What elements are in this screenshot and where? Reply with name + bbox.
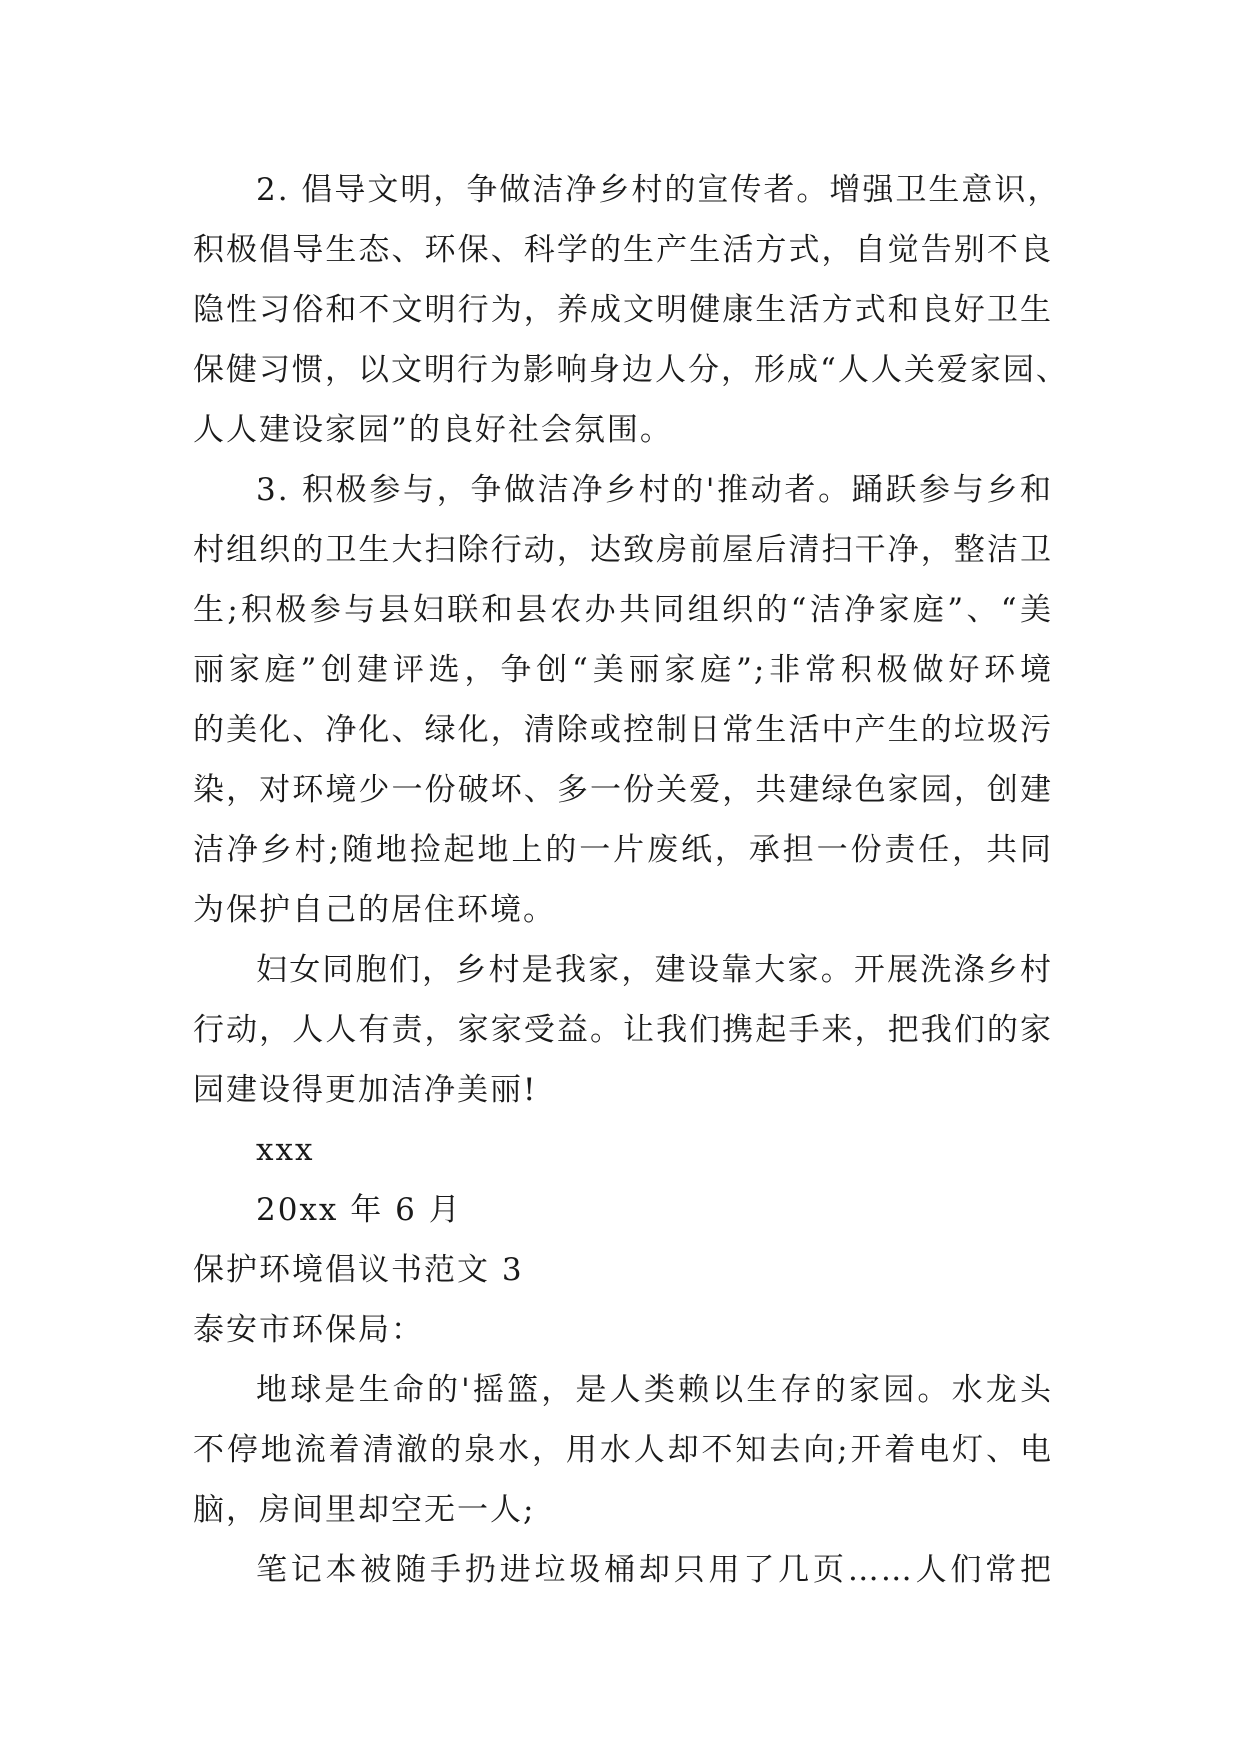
text-line: 妇女同胞们，乡村是我家，建设靠大家。开展洗涤乡村 <box>256 952 1053 988</box>
text-line: 2. 倡导文明，争做洁净乡村的宣传者。增强卫生意识， <box>256 172 1061 208</box>
text-line: 洁净乡村;随地捡起地上的一片废纸，承担一份责任，共同 <box>193 832 1053 868</box>
text-line: 人人建设家园”的良好社会氛围。 <box>193 412 673 448</box>
text-line: 园建设得更加洁净美丽! <box>193 1072 538 1108</box>
text-line: 丽家庭”创建评选，争创“美丽家庭”;非常积极做好环境 <box>193 652 1053 688</box>
text-line: 保健习惯，以文明行为影响身边人分，形成“人人关爱家园、 <box>193 352 1069 388</box>
text-line: xxx <box>256 1132 315 1168</box>
text-line: 隐性习俗和不文明行为，养成文明健康生活方式和良好卫生 <box>193 292 1053 328</box>
text-line: 不停地流着清澈的泉水，用水人却不知去向;开着电灯、电 <box>193 1432 1053 1468</box>
text-line: 的美化、净化、绿化，清除或控制日常生活中产生的垃圾污 <box>193 712 1053 748</box>
text-line: 地球是生命的'摇篮，是人类赖以生存的家园。水龙头 <box>256 1372 1053 1408</box>
text-line: 为保护自己的居住环境。 <box>193 892 556 928</box>
text-line: 生;积极参与县妇联和县农办共同组织的“洁净家庭”、“美 <box>193 592 1053 628</box>
text-line: 3. 积极参与，争做洁净乡村的'推动者。踊跃参与乡和 <box>256 472 1053 508</box>
text-line: 染，对环境少一份破坏、多一份关爱，共建绿色家园，创建 <box>193 772 1053 808</box>
document-page <box>193 160 1069 1600</box>
text-line: 脑，房间里却空无一人; <box>193 1492 536 1528</box>
text-line: 笔记本被随手扔进垃圾桶却只用了几页……人们常把 <box>256 1552 1053 1588</box>
text-line: 保护环境倡议书范文 3 <box>193 1252 524 1288</box>
text-line: 积极倡导生态、环保、科学的生产生活方式，自觉告别不良 <box>193 232 1053 268</box>
text-line: 村组织的卫生大扫除行动，达致房前屋后清扫干净，整洁卫 <box>193 532 1053 568</box>
text-line: 泰安市环保局： <box>193 1312 424 1348</box>
text-line: 20xx 年 6 月 <box>256 1192 462 1228</box>
text-line: 行动，人人有责，家家受益。让我们携起手来，把我们的家 <box>193 1012 1053 1048</box>
